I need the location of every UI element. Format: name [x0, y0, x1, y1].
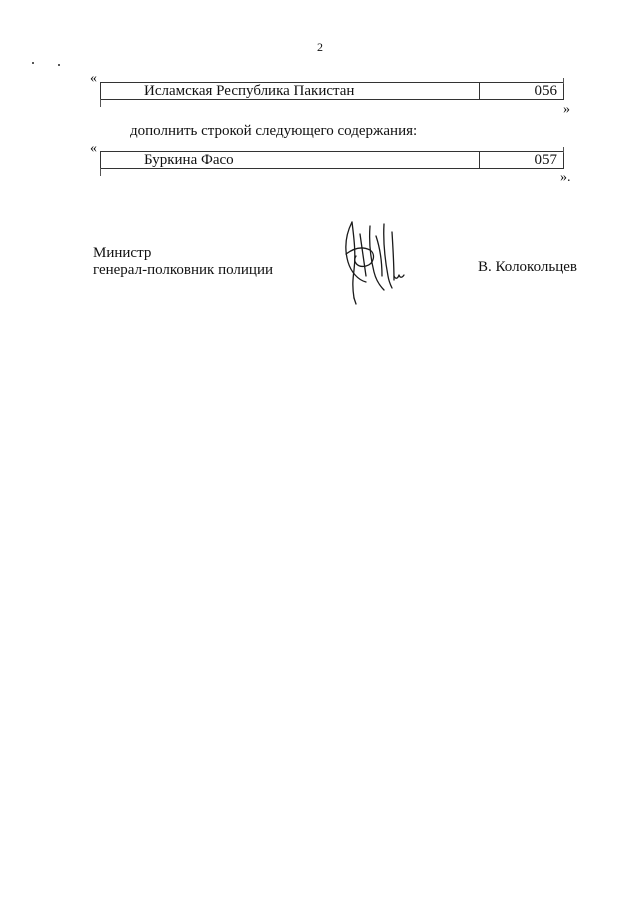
column-divider	[479, 152, 480, 169]
table-row	[100, 151, 564, 169]
row-tick	[563, 147, 564, 153]
country-code: 057	[534, 152, 557, 168]
signatory-name: В. Колокольцев	[478, 259, 577, 275]
signature-icon	[336, 214, 416, 306]
country-name: Исламская Республика Пакистан	[144, 83, 355, 99]
row-tick	[100, 99, 101, 107]
country-code: 056	[534, 83, 557, 99]
country-name: Буркина Фасо	[144, 152, 234, 168]
scan-speck	[58, 64, 60, 66]
signatory-rank: генерал-полковник полиции	[93, 262, 274, 278]
page-number: 2	[317, 40, 323, 54]
open-quote: «	[90, 141, 97, 156]
row-tick	[563, 78, 564, 84]
table-row	[100, 82, 564, 100]
signatory-position: Министр	[93, 245, 152, 261]
instruction-text: дополнить строкой следующего содержания:	[130, 123, 418, 139]
open-quote: «	[90, 71, 97, 86]
column-divider	[479, 83, 480, 100]
close-quote: »	[563, 102, 570, 117]
scan-speck	[32, 62, 34, 64]
close-quote: ».	[560, 170, 571, 185]
row-tick	[100, 168, 101, 176]
